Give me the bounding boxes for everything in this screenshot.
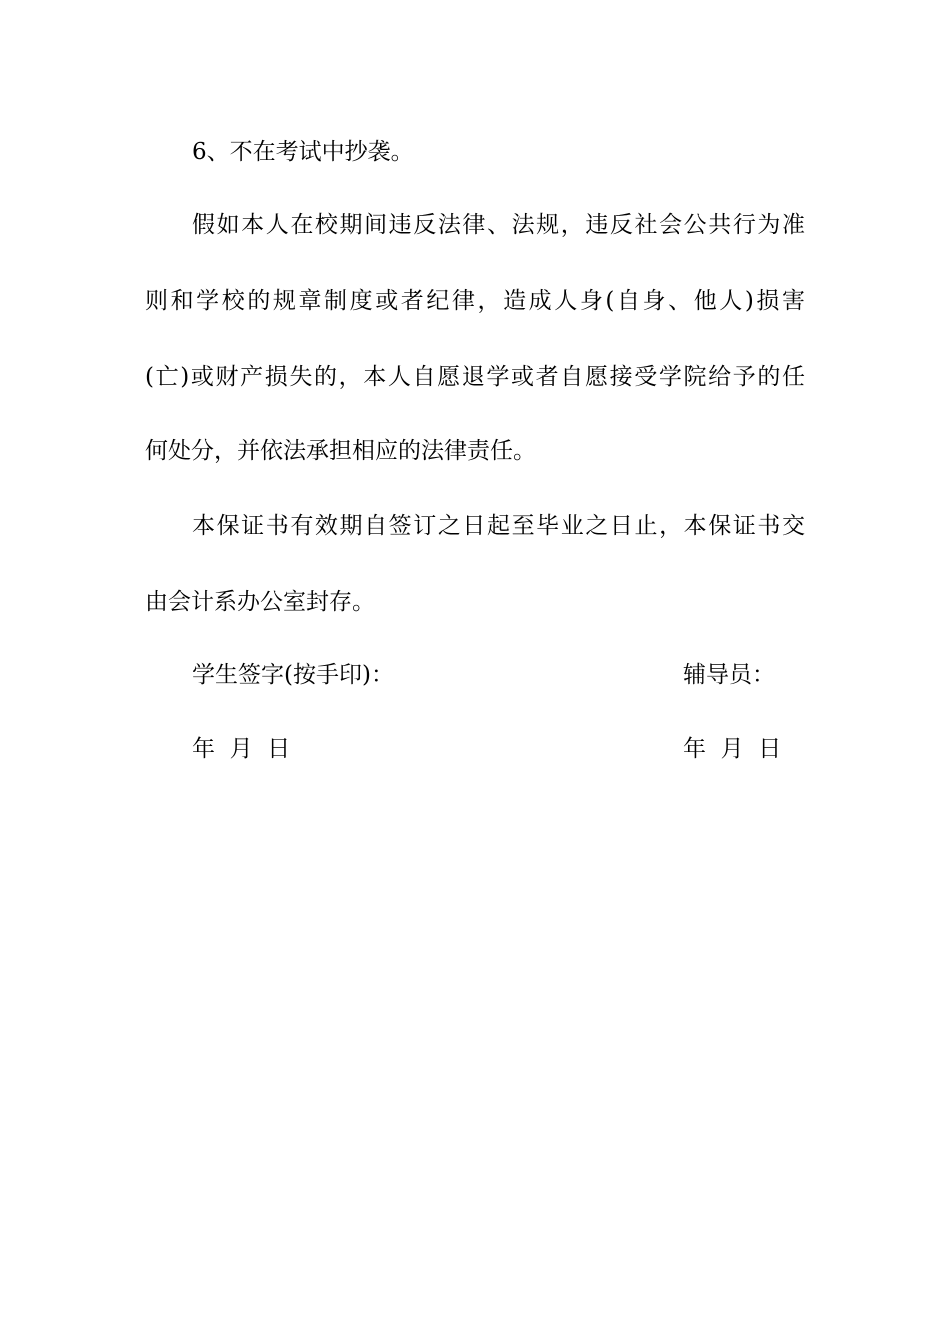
paragraph-1-line-3: (亡)或财产损失的，本人自愿退学或者自愿接受学院给予的任	[145, 364, 805, 390]
item-6: 6、不在考试中抄袭。	[192, 139, 414, 165]
paragraph-1-line-1: 假如本人在校期间违反法律、法规，违反社会公共行为准	[192, 212, 805, 238]
student-date: 年 月 日	[192, 736, 291, 762]
counselor-signature-label: 辅导员：	[683, 662, 775, 688]
student-signature-label: 学生签字(按手印)：	[192, 662, 394, 688]
paragraph-1-line-2: 则和学校的规章制度或者纪律，造成人身(自身、他人)损害	[145, 288, 805, 314]
paragraph-1-line-4: 何处分，并依法承担相应的法律责任。	[145, 438, 536, 464]
counselor-date: 年 月 日	[683, 736, 782, 762]
paragraph-2-line-1: 本保证书有效期自签订之日起至毕业之日止，本保证书交	[192, 513, 805, 539]
paragraph-2-line-2: 由会计系办公室封存。	[145, 589, 375, 615]
